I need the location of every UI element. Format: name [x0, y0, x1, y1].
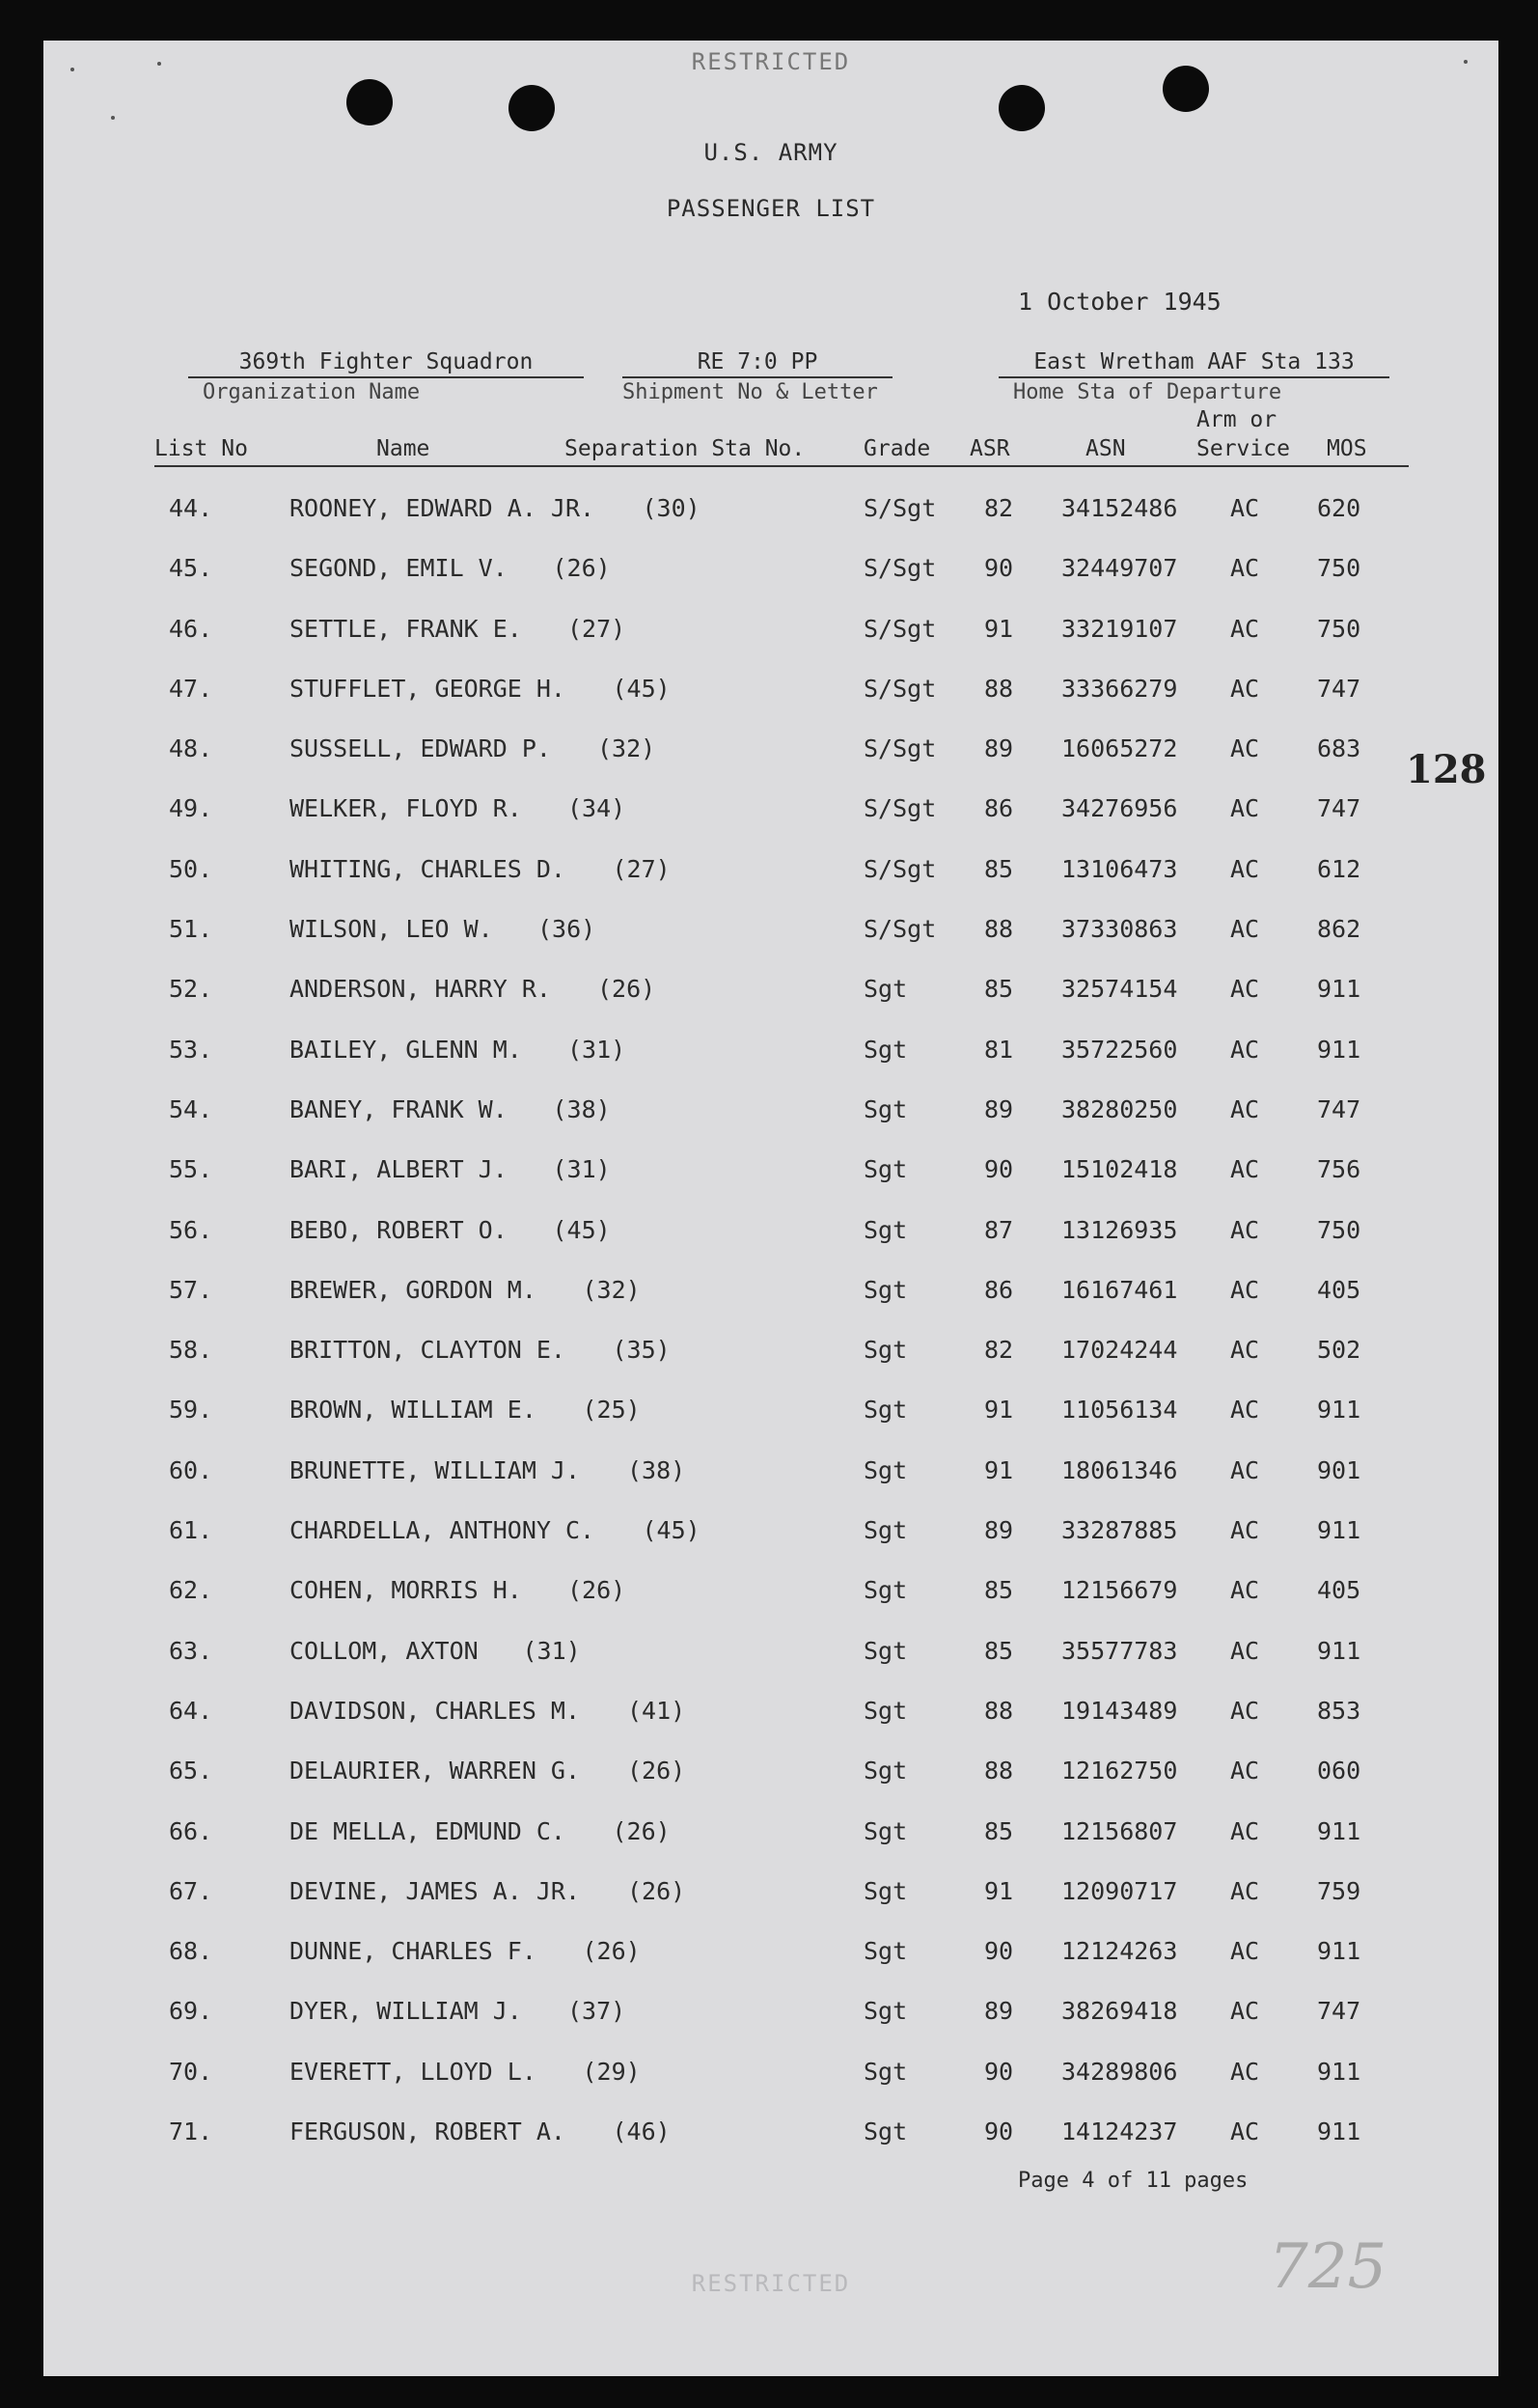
asn-cell: 34289806 — [1061, 2057, 1178, 2086]
mos-cell: 911 — [1317, 1035, 1361, 1064]
arm-service-cell: AC — [1230, 1816, 1260, 1845]
table-row — [43, 855, 1498, 915]
separation-station-cell: (26) — [612, 1816, 671, 1845]
col-header-separation: Separation Sta No. — [564, 436, 806, 461]
organization-name-label: Organization Name — [203, 380, 421, 404]
list-number: 55. — [169, 1155, 213, 1184]
arm-service-cell: AC — [1230, 1396, 1260, 1425]
arm-service-cell: AC — [1230, 734, 1260, 763]
arm-service-cell: AC — [1230, 1757, 1260, 1785]
grade-cell: Sgt — [864, 1696, 908, 1725]
asn-cell: 17024244 — [1061, 1336, 1178, 1365]
col-header-mos: MOS — [1327, 436, 1367, 461]
arm-service-cell: AC — [1230, 1035, 1260, 1064]
grade-cell: Sgt — [864, 1636, 908, 1665]
arm-service-cell: AC — [1230, 1215, 1260, 1244]
arm-service-cell: AC — [1230, 1336, 1260, 1365]
mos-cell: 911 — [1317, 1816, 1361, 1845]
asn-cell: 34276956 — [1061, 794, 1178, 823]
grade-cell: S/Sgt — [864, 494, 937, 522]
mos-cell: 405 — [1317, 1576, 1361, 1605]
asr-cell: 85 — [984, 1636, 1014, 1665]
grade-cell: S/Sgt — [864, 554, 937, 583]
asr-cell: 88 — [984, 1696, 1014, 1725]
mos-cell: 911 — [1317, 2117, 1361, 2146]
table-row — [43, 2117, 1498, 2177]
list-number: 48. — [169, 734, 213, 763]
arm-service-cell: AC — [1230, 794, 1260, 823]
mos-cell: 901 — [1317, 1455, 1361, 1484]
list-number: 50. — [169, 854, 213, 883]
separation-station-cell: (27) — [567, 614, 626, 643]
arm-service-cell: AC — [1230, 494, 1260, 522]
separation-station-cell: (25) — [582, 1396, 641, 1425]
list-number: 64. — [169, 1696, 213, 1725]
mos-cell: 747 — [1317, 674, 1361, 703]
separation-station-cell: (26) — [597, 975, 656, 1004]
asr-cell: 90 — [984, 2057, 1014, 2086]
table-row — [43, 1637, 1498, 1697]
asr-cell: 90 — [984, 2117, 1014, 2146]
mos-cell: 747 — [1317, 1094, 1361, 1123]
list-number: 46. — [169, 614, 213, 643]
asn-cell: 33219107 — [1061, 614, 1178, 643]
passenger-name: BARI, ALBERT J. — [289, 1155, 508, 1184]
list-number: 61. — [169, 1516, 213, 1545]
list-number: 51. — [169, 915, 213, 944]
list-number: 70. — [169, 2057, 213, 2086]
table-row — [43, 1817, 1498, 1877]
asn-cell: 13126935 — [1061, 1215, 1178, 1244]
list-number: 65. — [169, 1757, 213, 1785]
grade-cell: Sgt — [864, 1215, 908, 1244]
shipment-label: Shipment No & Letter — [622, 380, 878, 404]
asr-cell: 89 — [984, 1094, 1014, 1123]
grade-cell: Sgt — [864, 1275, 908, 1304]
list-number: 69. — [169, 1997, 213, 2026]
separation-station-cell: (34) — [567, 794, 626, 823]
asr-cell: 91 — [984, 1455, 1014, 1484]
restricted-stamp-bottom: RESTRICTED — [691, 2270, 851, 2297]
separation-station-cell: (26) — [627, 1876, 686, 1905]
grade-cell: S/Sgt — [864, 854, 937, 883]
passenger-name: BROWN, WILLIAM E. — [289, 1396, 536, 1425]
table-row — [43, 1576, 1498, 1636]
passenger-list-title: PASSENGER LIST — [666, 195, 876, 222]
mos-cell: 911 — [1317, 1636, 1361, 1665]
asn-cell: 19143489 — [1061, 1696, 1178, 1725]
mos-cell: 853 — [1317, 1696, 1361, 1725]
separation-station-cell: (45) — [612, 674, 671, 703]
table-row — [43, 2058, 1498, 2117]
asn-cell: 12124263 — [1061, 1937, 1178, 1966]
table-row — [43, 1516, 1498, 1576]
asn-cell: 32574154 — [1061, 975, 1178, 1004]
col-header-arm-line1: Arm or — [1196, 407, 1277, 432]
asr-cell: 89 — [984, 1516, 1014, 1545]
passenger-name: STUFFLET, GEORGE H. — [289, 674, 565, 703]
separation-station-cell: (29) — [582, 2057, 641, 2086]
mos-cell: 862 — [1317, 915, 1361, 944]
asn-cell: 32449707 — [1061, 554, 1178, 583]
col-header-asr: ASR — [970, 436, 1010, 461]
passenger-name: SETTLE, FRANK E. — [289, 614, 522, 643]
grade-cell: S/Sgt — [864, 915, 937, 944]
table-row — [43, 915, 1498, 975]
asn-cell: 16167461 — [1061, 1275, 1178, 1304]
passenger-name: FERGUSON, ROBERT A. — [289, 2117, 565, 2146]
separation-station-cell: (26) — [552, 554, 611, 583]
asr-cell: 89 — [984, 734, 1014, 763]
grade-cell: Sgt — [864, 1876, 908, 1905]
passenger-name: EVERETT, LLOYD L. — [289, 2057, 536, 2086]
home-station-value: East Wretham AAF Sta 133 — [999, 349, 1389, 378]
list-number: 53. — [169, 1035, 213, 1064]
separation-station-cell: (37) — [567, 1997, 626, 2026]
asn-cell: 18061346 — [1061, 1455, 1178, 1484]
asr-cell: 91 — [984, 1876, 1014, 1905]
mos-cell: 759 — [1317, 1876, 1361, 1905]
passenger-name: DELAURIER, WARREN G. — [289, 1757, 581, 1785]
asn-cell: 34152486 — [1061, 494, 1178, 522]
table-row — [43, 1937, 1498, 1997]
organization-name-value: 369th Fighter Squadron — [188, 349, 584, 378]
grade-cell: Sgt — [864, 2057, 908, 2086]
mos-cell: 502 — [1317, 1336, 1361, 1365]
list-number: 44. — [169, 494, 213, 522]
list-number: 68. — [169, 1937, 213, 1966]
grade-cell: Sgt — [864, 1576, 908, 1605]
table-row — [43, 1697, 1498, 1757]
list-number: 67. — [169, 1876, 213, 1905]
list-number: 49. — [169, 794, 213, 823]
grade-cell: S/Sgt — [864, 674, 937, 703]
arm-service-cell: AC — [1230, 2117, 1260, 2146]
arm-service-cell: AC — [1230, 1576, 1260, 1605]
margin-page-number: 128 — [1406, 747, 1487, 792]
grade-cell: Sgt — [864, 1937, 908, 1966]
document-date: 1 October 1945 — [1018, 288, 1222, 316]
asn-cell: 33366279 — [1061, 674, 1178, 703]
asn-cell: 12156679 — [1061, 1576, 1178, 1605]
passenger-name: SEGOND, EMIL V. — [289, 554, 508, 583]
grade-cell: Sgt — [864, 1035, 908, 1064]
separation-station-cell: (46) — [612, 2117, 671, 2146]
grade-cell: Sgt — [864, 1094, 908, 1123]
separation-station-cell: (31) — [522, 1636, 581, 1665]
arm-service-cell: AC — [1230, 1155, 1260, 1184]
passenger-name: ROONEY, EDWARD A. JR. — [289, 494, 595, 522]
col-header-name: Name — [376, 436, 430, 461]
asn-cell: 33287885 — [1061, 1516, 1178, 1545]
passenger-table — [43, 494, 1498, 2177]
separation-station-cell: (36) — [537, 915, 596, 944]
arm-service-cell: AC — [1230, 854, 1260, 883]
passenger-name: DUNNE, CHARLES F. — [289, 1937, 536, 1966]
mos-cell: 911 — [1317, 975, 1361, 1004]
asr-cell: 86 — [984, 794, 1014, 823]
asr-cell: 88 — [984, 1757, 1014, 1785]
passenger-name: WHITING, CHARLES D. — [289, 854, 565, 883]
mos-cell: 620 — [1317, 494, 1361, 522]
grade-cell: Sgt — [864, 1396, 908, 1425]
arm-service-cell: AC — [1230, 1275, 1260, 1304]
mos-cell: 750 — [1317, 554, 1361, 583]
passenger-name: BEBO, ROBERT O. — [289, 1215, 508, 1244]
paper-speck — [111, 116, 115, 120]
col-header-list-no: List No — [154, 436, 248, 461]
list-number: 58. — [169, 1336, 213, 1365]
grade-cell: Sgt — [864, 975, 908, 1004]
asn-cell: 12162750 — [1061, 1757, 1178, 1785]
page-count-note: Page 4 of 11 pages — [1018, 2169, 1249, 2193]
arm-service-cell: AC — [1230, 1516, 1260, 1545]
mos-cell: 747 — [1317, 794, 1361, 823]
arm-service-cell: AC — [1230, 1696, 1260, 1725]
passenger-name: BRITTON, CLAYTON E. — [289, 1336, 565, 1365]
list-number: 54. — [169, 1094, 213, 1123]
arm-service-cell: AC — [1230, 1455, 1260, 1484]
separation-station-cell: (41) — [627, 1696, 686, 1725]
list-number: 66. — [169, 1816, 213, 1845]
passenger-name: BRUNETTE, WILLIAM J. — [289, 1455, 581, 1484]
arm-service-cell: AC — [1230, 2057, 1260, 2086]
separation-station-cell: (45) — [642, 1516, 700, 1545]
asr-cell: 91 — [984, 614, 1014, 643]
grade-cell: Sgt — [864, 1997, 908, 2026]
table-row — [43, 1456, 1498, 1516]
table-row — [43, 794, 1498, 854]
table-row — [43, 1757, 1498, 1816]
restricted-stamp-top: RESTRICTED — [691, 48, 851, 75]
passenger-name: BAILEY, GLENN M. — [289, 1035, 522, 1064]
separation-station-cell: (32) — [582, 1275, 641, 1304]
table-row — [43, 1336, 1498, 1396]
arm-service-cell: AC — [1230, 915, 1260, 944]
grade-cell: S/Sgt — [864, 734, 937, 763]
mos-cell: 060 — [1317, 1757, 1361, 1785]
passenger-name: SUSSELL, EDWARD P. — [289, 734, 551, 763]
grade-cell: Sgt — [864, 1155, 908, 1184]
asr-cell: 90 — [984, 1155, 1014, 1184]
separation-station-cell: (26) — [582, 1937, 641, 1966]
arm-service-cell: AC — [1230, 614, 1260, 643]
arm-service-cell: AC — [1230, 554, 1260, 583]
asn-cell: 38269418 — [1061, 1997, 1178, 2026]
passenger-name: DE MELLA, EDMUND C. — [289, 1816, 565, 1845]
table-row — [43, 975, 1498, 1035]
asn-cell: 15102418 — [1061, 1155, 1178, 1184]
asn-cell: 13106473 — [1061, 854, 1178, 883]
grade-cell: Sgt — [864, 1816, 908, 1845]
mos-cell: 911 — [1317, 1937, 1361, 1966]
arm-service-cell: AC — [1230, 674, 1260, 703]
col-header-arm-line2: Service — [1196, 436, 1290, 461]
arm-service-cell: AC — [1230, 1997, 1260, 2026]
asn-cell: 11056134 — [1061, 1396, 1178, 1425]
table-row — [43, 1997, 1498, 2057]
list-number: 59. — [169, 1396, 213, 1425]
separation-station-cell: (38) — [552, 1094, 611, 1123]
asr-cell: 82 — [984, 494, 1014, 522]
punch-hole — [346, 79, 393, 125]
arm-service-cell: AC — [1230, 1876, 1260, 1905]
passenger-name: COLLOM, AXTON — [289, 1636, 479, 1665]
arm-service-cell: AC — [1230, 1636, 1260, 1665]
passenger-name: CHARDELLA, ANTHONY C. — [289, 1516, 595, 1545]
grade-cell: Sgt — [864, 2117, 908, 2146]
asr-cell: 85 — [984, 1576, 1014, 1605]
grade-cell: Sgt — [864, 1336, 908, 1365]
asn-cell: 12090717 — [1061, 1876, 1178, 1905]
home-station-label: Home Sta of Departure — [1013, 380, 1282, 404]
asr-cell: 85 — [984, 854, 1014, 883]
table-row — [43, 1877, 1498, 1937]
mos-cell: 683 — [1317, 734, 1361, 763]
mos-cell: 756 — [1317, 1155, 1361, 1184]
mos-cell: 750 — [1317, 614, 1361, 643]
passenger-name: WILSON, LEO W. — [289, 915, 493, 944]
col-header-grade: Grade — [864, 436, 931, 461]
separation-station-cell: (31) — [552, 1155, 611, 1184]
asr-cell: 90 — [984, 1937, 1014, 1966]
mos-cell: 911 — [1317, 2057, 1361, 2086]
passenger-name: DAVIDSON, CHARLES M. — [289, 1696, 581, 1725]
col-header-asn: ASN — [1085, 436, 1126, 461]
passenger-name: COHEN, MORRIS H. — [289, 1576, 522, 1605]
table-row — [43, 1095, 1498, 1155]
asn-cell: 35577783 — [1061, 1636, 1178, 1665]
shipment-value: RE 7:0 PP — [622, 349, 893, 378]
asr-cell: 88 — [984, 674, 1014, 703]
asr-cell: 88 — [984, 915, 1014, 944]
arm-service-cell: AC — [1230, 975, 1260, 1004]
handwritten-annotation: 725 — [1269, 2231, 1387, 2303]
asr-cell: 87 — [984, 1215, 1014, 1244]
mos-cell: 747 — [1317, 1997, 1361, 2026]
grade-cell: Sgt — [864, 1455, 908, 1484]
grade-cell: S/Sgt — [864, 614, 937, 643]
mos-cell: 405 — [1317, 1275, 1361, 1304]
table-row — [43, 615, 1498, 675]
asr-cell: 85 — [984, 1816, 1014, 1845]
table-row — [43, 1276, 1498, 1336]
passenger-name: BREWER, GORDON M. — [289, 1275, 536, 1304]
passenger-name: BANEY, FRANK W. — [289, 1094, 508, 1123]
asn-cell: 37330863 — [1061, 915, 1178, 944]
asr-cell: 90 — [984, 554, 1014, 583]
arm-service-cell: AC — [1230, 1094, 1260, 1123]
asr-cell: 86 — [984, 1275, 1014, 1304]
separation-station-cell: (45) — [552, 1215, 611, 1244]
list-number: 47. — [169, 674, 213, 703]
asn-cell: 14124237 — [1061, 2117, 1178, 2146]
separation-station-cell: (32) — [597, 734, 656, 763]
table-row — [43, 554, 1498, 614]
table-row — [43, 1216, 1498, 1276]
asn-cell: 16065272 — [1061, 734, 1178, 763]
grade-cell: Sgt — [864, 1516, 908, 1545]
asr-cell: 81 — [984, 1035, 1014, 1064]
asn-cell: 12156807 — [1061, 1816, 1178, 1845]
document-page — [43, 41, 1498, 2376]
table-row — [43, 734, 1498, 794]
passenger-name: DYER, WILLIAM J. — [289, 1997, 522, 2026]
punch-hole — [508, 85, 555, 131]
separation-station-cell: (35) — [612, 1336, 671, 1365]
list-number: 62. — [169, 1576, 213, 1605]
asn-cell: 38280250 — [1061, 1094, 1178, 1123]
mos-cell: 911 — [1317, 1396, 1361, 1425]
asr-cell: 89 — [984, 1997, 1014, 2026]
table-row — [43, 675, 1498, 734]
passenger-name: WELKER, FLOYD R. — [289, 794, 522, 823]
separation-station-cell: (31) — [567, 1035, 626, 1064]
table-row — [43, 1155, 1498, 1215]
separation-station-cell: (38) — [627, 1455, 686, 1484]
punch-hole — [999, 85, 1045, 131]
header-rule — [154, 465, 1409, 467]
list-number: 56. — [169, 1215, 213, 1244]
table-row — [43, 1036, 1498, 1095]
passenger-name: DEVINE, JAMES A. JR. — [289, 1876, 581, 1905]
mos-cell: 612 — [1317, 854, 1361, 883]
passenger-name: ANDERSON, HARRY R. — [289, 975, 551, 1004]
army-heading: U.S. ARMY — [703, 139, 838, 166]
separation-station-cell: (26) — [627, 1757, 686, 1785]
arm-service-cell: AC — [1230, 1937, 1260, 1966]
mos-cell: 911 — [1317, 1516, 1361, 1545]
grade-cell: S/Sgt — [864, 794, 937, 823]
table-row — [43, 494, 1498, 554]
separation-station-cell: (26) — [567, 1576, 626, 1605]
asr-cell: 82 — [984, 1336, 1014, 1365]
asr-cell: 91 — [984, 1396, 1014, 1425]
list-number: 71. — [169, 2117, 213, 2146]
separation-station-cell: (27) — [612, 854, 671, 883]
list-number: 63. — [169, 1636, 213, 1665]
asn-cell: 35722560 — [1061, 1035, 1178, 1064]
separation-station-cell: (30) — [642, 494, 700, 522]
grade-cell: Sgt — [864, 1757, 908, 1785]
list-number: 57. — [169, 1275, 213, 1304]
list-number: 45. — [169, 554, 213, 583]
list-number: 60. — [169, 1455, 213, 1484]
list-number: 52. — [169, 975, 213, 1004]
table-row — [43, 1396, 1498, 1455]
asr-cell: 85 — [984, 975, 1014, 1004]
mos-cell: 750 — [1317, 1215, 1361, 1244]
